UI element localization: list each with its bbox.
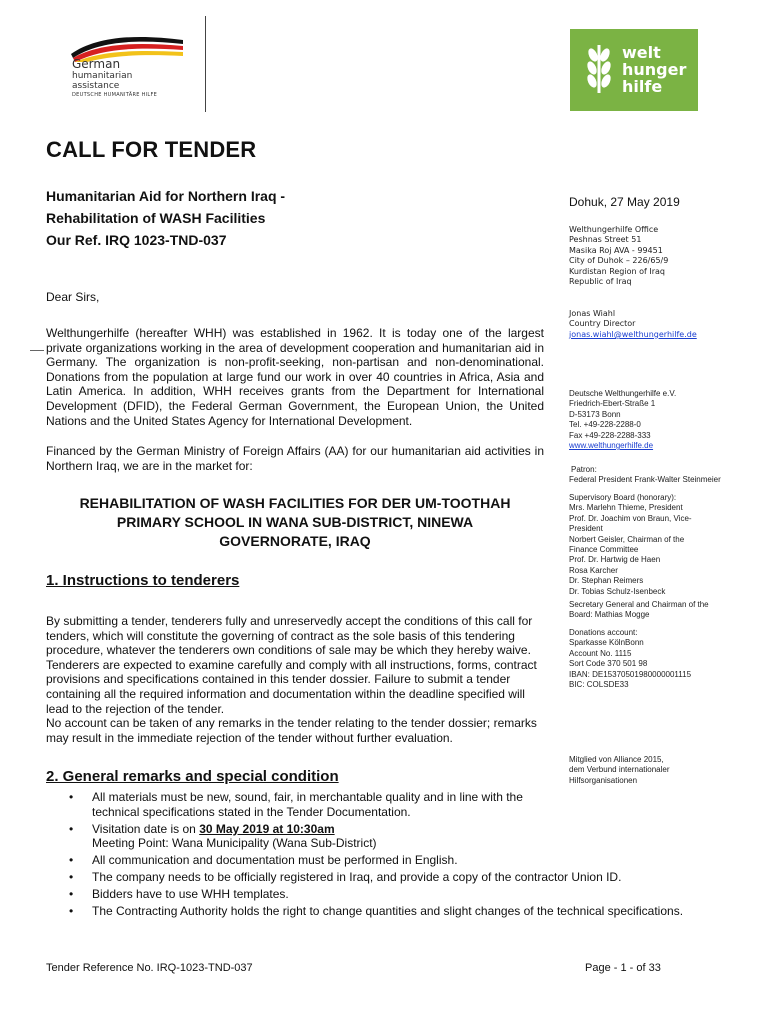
donation-line: IBAN: DE15370501980000001115	[569, 669, 692, 679]
section-1-paragraph-2: No account can be taken of any remarks in the tender relating to the tender dossier; remarks may result in the immediate rejection of the tender without further evaluation.	[46, 716, 537, 745]
hq-line: D-53173 Bonn	[569, 409, 621, 419]
office-address	[569, 225, 759, 287]
project-title	[46, 494, 544, 551]
hq-line: Friedrich-Ebert-Straße 1	[569, 399, 656, 409]
office-line: Republic of Iraq	[569, 277, 632, 287]
board-line: President	[569, 524, 603, 534]
donation-line: Donations account:	[569, 628, 638, 637]
secretary-line: Secretary General and Chairman of the	[569, 600, 709, 609]
page-title: CALL FOR TENDER	[46, 137, 257, 162]
board-line: Dr. Stephan Reimers	[569, 576, 644, 586]
margin-mark	[30, 350, 44, 351]
donation-line: Sort Code 370 501 98	[569, 659, 648, 669]
contact-role: Country Director	[569, 319, 636, 329]
donation-line: BIC: COLSDE33	[569, 680, 629, 690]
office-line: Welthungerhilfe Office	[569, 225, 659, 234]
alliance-line: Hilfsorganisationen	[569, 775, 638, 785]
intro-paragraph: Welthungerhilfe (hereafter WHH) was established in 1962. It is today one of the largest private organizations working in the area of development cooperation and humanitarian aid in Germany. The organization is non-profit-seeking, non-partisan and non-denominational. Donations from the population at large fund our work in over 40 countries in Africa, Asia and Latin America. In addition, WHH receives grants from the Department for International Development (DFID), the Federal German Government, the European Union, the United Nations and the United States Agency for International Development.	[46, 326, 544, 428]
subject-line-1: Humanitarian Aid for Northern Iraq -	[46, 188, 286, 204]
contact-name: Jonas Wiahl	[569, 309, 616, 318]
subject-line-2: Rehabilitation of WASH Facilities	[46, 210, 266, 226]
logo-text-german: German	[72, 57, 121, 71]
financed-paragraph: Financed by the German Ministry of Foreign Affairs (AA) for our humanitarian aid activities in Northern Iraq, we are in the market for:	[46, 444, 544, 473]
list-item: • Bidders have to use WHH templates.	[64, 887, 744, 902]
logo-text-assistance: assistance	[72, 81, 120, 91]
project-title-line-1: REHABILITATION OF WASH FACILITIES FOR DER UM-TOOTHAH	[79, 495, 511, 511]
list-item: • Visitation date is on 30 May 2019 at 10:30am Meeting Point: Wana Municipality (Wana Sub-District)	[64, 822, 744, 852]
office-line: Peshnas Street 51	[569, 235, 642, 245]
conditions-list	[64, 790, 744, 920]
project-title-line-2: PRIMARY SCHOOL IN WANA SUB-DISTRICT, NINEWA	[116, 514, 474, 530]
secretary-block	[569, 600, 759, 621]
project-title-line-3: GOVERNORATE, IRAQ	[219, 533, 371, 549]
section-2-heading: 2. General remarks and special condition	[46, 768, 339, 785]
board-line: Prof. Dr. Hartwig de Haen	[569, 555, 661, 565]
supervisory-board	[569, 493, 759, 597]
visitation-date: 30 May 2019 at 10:30am	[199, 821, 335, 836]
board-line: Dr. Tobias Schulz-Isenbeck	[569, 586, 666, 596]
office-line: Masika Roj AVA - 99451	[569, 245, 663, 255]
donation-line: Account No. 1115	[569, 648, 632, 658]
logo-text-hunger: hunger	[622, 60, 687, 79]
board-line: Finance Committee	[569, 545, 639, 555]
board-line: Supervisory Board (honorary):	[569, 493, 677, 502]
contact-email-link[interactable]: jonas.wiahl@welthungerhilfe.de	[569, 329, 697, 339]
list-item: • All communication and documentation must be performed in English.	[64, 853, 744, 868]
board-line: Prof. Dr. Joachim von Braun, Vice-	[569, 513, 692, 523]
alliance-line: Mitglied von Alliance 2015,	[569, 755, 664, 764]
logo-text-welt: welt	[622, 43, 661, 62]
wheat-icon	[582, 41, 616, 97]
alliance-line: dem Verbund internationaler	[569, 765, 670, 775]
footer-reference: Tender Reference No. IRQ-1023-TND-037	[46, 962, 253, 974]
donations-block	[569, 628, 759, 690]
letter-date: Dohuk, 27 May 2019	[569, 195, 680, 209]
german-humanitarian-assistance-logo	[62, 20, 202, 110]
list-item: • All materials must be new, sound, fair, in merchantable quality and in line with the technical specifications stated in the Tender Documentation.	[64, 790, 744, 820]
patron-value: Federal President Frank-Walter Steinmeier	[569, 475, 721, 485]
logo-text-deutsche: DEUTSCHE HUMANITÄRE HILFE	[72, 92, 158, 98]
office-line: Kurdistan Region of Iraq	[569, 266, 665, 276]
logo-text-humanitarian: humanitarian	[72, 71, 133, 81]
hq-address	[569, 389, 759, 451]
logo-text-hilfe: hilfe	[622, 77, 663, 96]
section-1-heading: 1. Instructions to tenderers	[46, 572, 240, 589]
alliance-block	[569, 755, 759, 786]
hq-line: Deutsche Welthungerhilfe e.V.	[569, 389, 677, 398]
board-line: Rosa Karcher	[569, 565, 618, 575]
reference-line: Our Ref. IRQ 1023-TND-037	[46, 232, 227, 248]
hq-line: Fax +49-228-2288-333	[569, 430, 651, 440]
list-item: • The Contracting Authority holds the right to change quantities and slight changes of the technical specifications.	[64, 904, 744, 919]
website-link[interactable]: www.welthungerhilfe.de	[569, 441, 654, 451]
page-number: Page - 1 - of 33	[585, 962, 661, 974]
donation-line: Sparkasse KölnBonn	[569, 638, 644, 648]
patron-label: Patron:	[571, 465, 597, 474]
meeting-point: Meeting Point: Wana Municipality (Wana Sub-District)	[92, 836, 377, 851]
hq-line: Tel. +49-228-2288-0	[569, 420, 641, 430]
welthungerhilfe-logo	[570, 29, 698, 111]
board-line: Norbert Geisler, Chairman of the	[569, 534, 685, 544]
header-divider	[205, 16, 206, 112]
list-item: • The company needs to be officially registered in Iraq, and provide a copy of the contractor Union ID.	[64, 870, 744, 885]
section-1-paragraph-1: By submitting a tender, tenderers fully and unreservedly accept the conditions of this call for tenders, which will constitute the governing of contract as the sole basis of this tendering procedure, whatever the tenderers own conditions of sale may be which they hereby waive. Tenderers are expected to examine carefully and comply with all instructions, forms, contract provisions and specifications contained in this tender dossier. Failure to submit a tender containing all the required information and documentation within the deadline specified will lead to the rejection of the tender.	[46, 614, 537, 716]
secretary-line: Board: Mathias Mogge	[569, 610, 650, 620]
patron-block	[569, 465, 759, 486]
salutation: Dear Sirs,	[46, 290, 100, 304]
board-line: Mrs. Marlehn Thieme, President	[569, 503, 683, 513]
office-line: City of Duhok – 226/65/9	[569, 256, 669, 266]
contact-block	[569, 309, 759, 340]
